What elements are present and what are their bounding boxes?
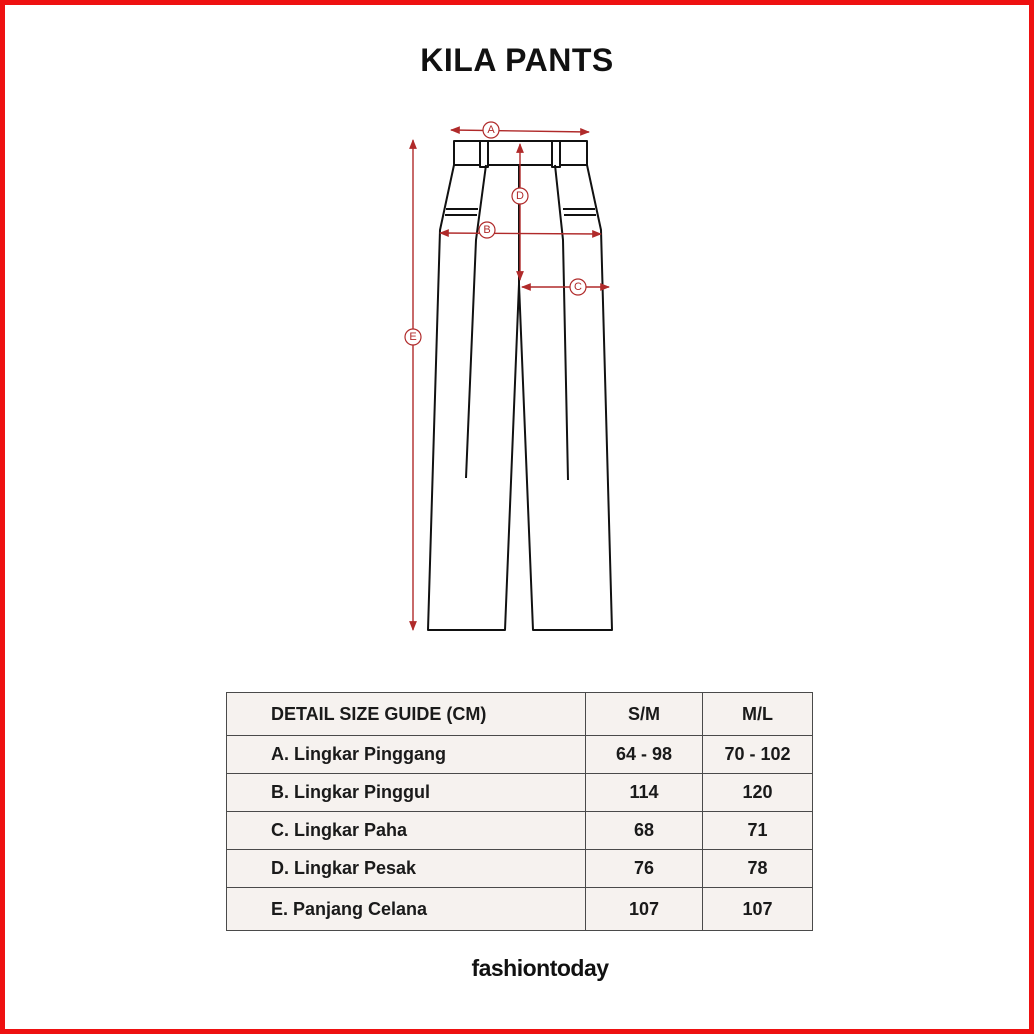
row-sm-value: 68 [586,812,703,850]
table-row [227,850,813,888]
row-sm-value: 64 - 98 [586,736,703,774]
row-sm-value: 107 [586,888,703,931]
belt-loop-right [552,141,560,167]
crease-right [555,165,568,480]
row-label: C. Lingkar Paha [227,812,586,850]
crease-left [466,165,486,478]
table-header-label: DETAIL SIZE GUIDE (CM) [227,693,586,736]
row-ml-value: 107 [703,888,813,931]
table-row [227,774,813,812]
row-label: A. Lingkar Pinggang [227,736,586,774]
row-label: D. Lingkar Pesak [227,850,586,888]
row-sm-value: 76 [586,850,703,888]
row-ml-value: 70 - 102 [703,736,813,774]
measure-line-a [451,130,589,132]
brand-logo: fashiontoday [471,955,609,981]
table-header-ml: M/L [703,693,813,736]
product-title: KILA PANTS [420,42,614,78]
row-label: E. Panjang Celana [227,888,586,931]
row-ml-value: 120 [703,774,813,812]
row-ml-value: 71 [703,812,813,850]
marker-b: B [483,224,491,236]
row-label: B. Lingkar Pinggul [227,774,586,812]
row-ml-value: 78 [703,850,813,888]
table-header-sm: S/M [586,693,703,736]
marker-d: D [516,190,524,202]
table-header-row [227,693,813,736]
belt-loop-left [480,141,488,167]
table-row [227,812,813,850]
marker-c: C [574,281,582,293]
table-row [227,888,813,931]
marker-a: A [487,124,495,136]
measurement-lines [413,130,609,630]
table-row [227,736,813,774]
row-sm-value: 114 [586,774,703,812]
marker-e: E [409,331,417,343]
size-guide-table [226,692,813,931]
